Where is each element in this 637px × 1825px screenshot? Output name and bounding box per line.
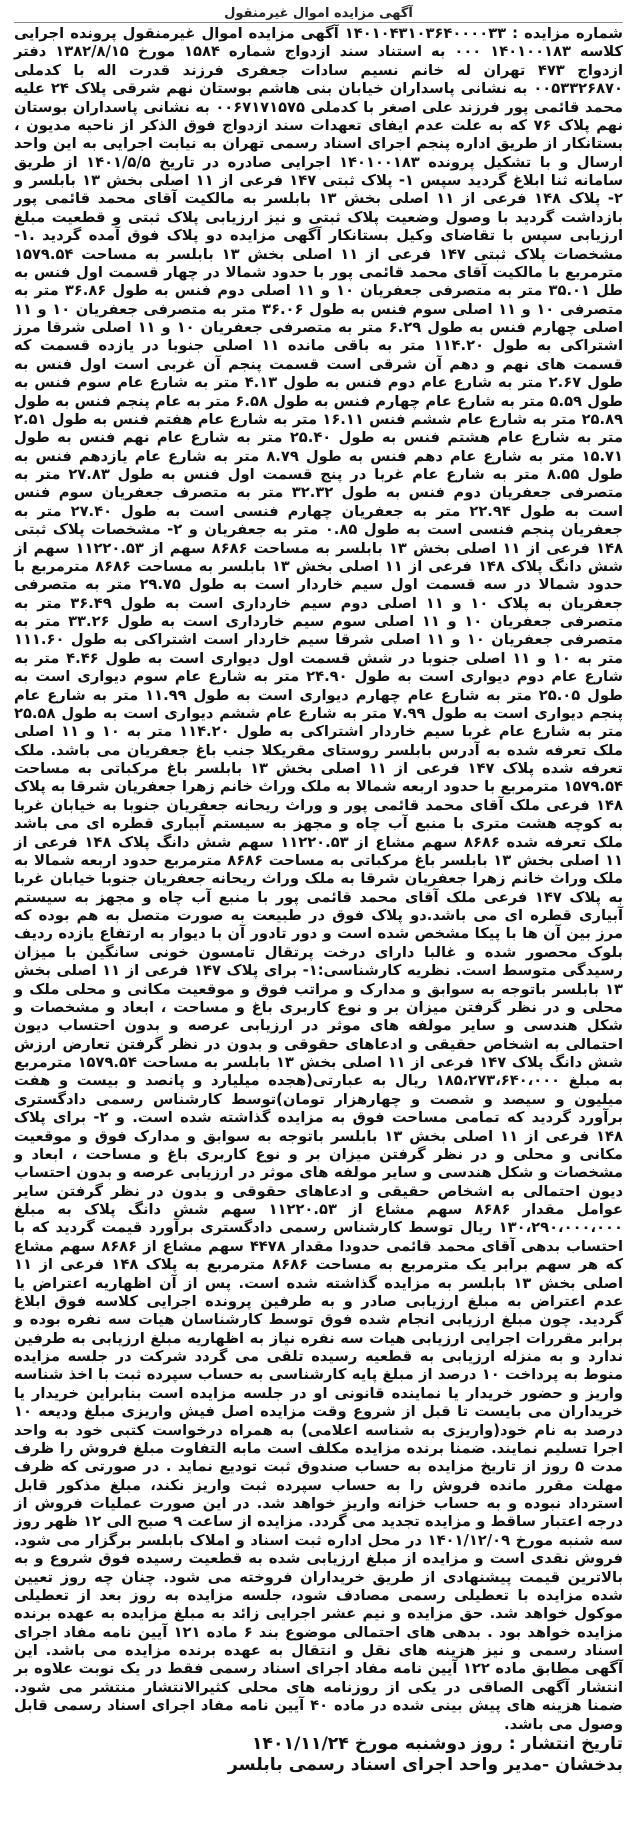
- notice-body: [14, 25, 623, 1777]
- notice-paragraph: شماره مزایده : ۱۴۰۱۰۴۳۱۰۳۶۴۰۰۰۰۳۳ آگهی مزایده اموال غیرمنقول پرونده اجرایی کلاسه ۱۴۰۱۰۰۱۸۳ ۰۰۰ به استناد سند ازدواج شماره ۱۵۸۴ مورخ ۱۳۸۲/۸/۱۵ دفتر ازدواج ۴۷۳ تهران له خانم نسیم سادات جعفری فرزند قدرت اله با کدملی ۰۰۵۳۳۲۶۸۷۰ به نشانی پاسداران خیابان بنی هاشم بوستان نهم شرقی پلاک ۲۴ علیه محمد قائمی پور فرزند علی اصغر با کدملی ۰۰۶۷۱۷۱۵۷۵ به نشانی پاسداران بوستان نهم پلاک ۷۶ که به علت عدم ایفای تعهدات سند ازدواج فوق الذکر از ناحیه مدیون ، بستانکار از طریق اداره پنجم اجرای اسناد رسمی تهران به نیابت اجرایی به این واحد ارسال و با تشکیل پرونده ۱۴۰۱۰۰۱۸۳ اجرایی صادره در تاریخ ۱۴۰۱/۵/۵ از طریق سامانه ثنا ابلاغ گردید سپس ۱- پلاک ثبتی ۱۴۷ فرعی از ۱۱ اصلی بخش ۱۳ بابلسر و ۲- پلاک ۱۴۸ فرعی از ۱۱ اصلی بخش ۱۳ بابلسر به مالکیت آقای محمد قائمی پور بازداشت گردید با وصول وضعیت پلاک ثبتی و نیز ارزیابی پلاک ثبتی و قطعیت مبلغ ارزیابی سپس با تقاضای وکیل بستانکار آگهی مزایده دو پلاک فوق آمده گردید .۱- مشخصات پلاک ثبتی ۱۴۷ فرعی از ۱۱ اصلی بخش ۱۳ بابلسر به مساحت ۱۵۷۹.۵۴ مترمربع با مالکیت آقای محمد قائمی پور با حدود شمالا در چهار قسمت اول فنس به طل ۳۵.۰۱ متر به متصرفی جعفریان ۱۰ و ۱۱ اصلی دوم فنس به طول ۳۶.۸۶ متر به متصرفی ۱۰ و ۱۱ اصلی سوم فنس به طول ۳۶.۰۶ متر به متصرفی جعفریان ۱۰ و ۱۱ اصلی چهارم فنس به طول ۶.۲۹ متر به متصرفی جعفریان ۱۰ و ۱۱ اصلی شرقا مرز اشتراکی به طول ۱۱۴.۲۰ متر به باقی مانده ۱۱ اصلی جنوبا در یازده قسمت که قسمت های نهم و دهم آن شرقی است قسمت پنجم آن غربی است اول فنس به طول ۲.۶۷ متر به شارع عام دوم فنس به طول ۴.۱۳ متر به شارع عام سوم فنس به طول ۵.۵۹ متر به شارع عام چهارم فنس به طول ۶.۵۸ متر به عام پنجم فنس به طول ۲۵.۸۹ متر به شارع عام ششم فنس ۱۶.۱۱ متر به شارع عام هفتم فنس به طول ۲.۵۱ متر به شارع عام هشتم فنس به طول ۲۵.۴۰ متر به شارع عام نهم فنس به طول ۱۵.۷۱ متر به شارع عام دهم فنس به طول ۸.۷۹ متر به شارع عام یازدهم فنس به طول ۸.۵۵ متر به شارع عام غربا در پنج قسمت اول فنس به طول ۲۷.۸۳ متر به متصرفی جعفریان دوم فنس به طول ۳۲.۳۲ متر به متصرف جعفریان سوم فنس است به طول ۲۲.۹۴ متر به جعفریان چهارم فنسی است به طول ۲۷.۴۰ متر به جعفریان پنجم فنسی است به طول ۰.۸۵ متر به جعفریان و ۲- مشخصات پلاک ثبتی ۱۴۸ فرعی از ۱۱ اصلی بخش ۱۳ بابلسر به مساحت ۸۶۸۶ سهم از ۱۱۲۲۰.۵۳ سهم از شش دانگ پلاک ۱۴۸ فرعی از ۱۱ اصلی بخش ۱۳ بابلسر به مساحت ۸۶۸۶ مترمربع با حدود شمالا در سه قسمت اول سیم خاردار است به طول ۲۹.۷۵ متر به متصرفی جعفریان به پلاک ۱۰ و ۱۱ اصلی دوم سیم خارداری است به طول ۳۶.۴۹ متر به متصرفی جعفریان ۱۰ و ۱۱ اصلی سوم سیم خارداری است به طول ۳۳.۲۶ متر به متصرفی جعفریان ۱۰ و ۱۱ اصلی شرقا سیم خاردار است اشتراکی به طول ۱۱۱.۶۰ متر به ۱۰ و ۱۱ اصلی جنوبا در شش قسمت اول دیواری است به طول ۴.۴۶ متر به شارع عام دوم دیواری است به طول ۲۴.۹۰ متر به شارع عام سوم دیواری است به طول ۲۵.۰۵ متر به شارع عام چهارم دیواری است به طول ۱۱.۹۹ متر به شارع عام پنجم دیواری است به طول ۷.۹۹ متر به شارع عام ششم دیواری است به طول ۲۵.۵۸ متر به شارع عام غربا سیم خاردار اشتراکی به طول ۱۱۴.۲۰ متر به ۱۰ و ۱۱ اصلی ملک تعرفه شده به آدرس بابلسر روستای مقریکلا جنب باغ جعفریان می باشد. ملک تعرفه شده پلاک ۱۴۷ فرعی از ۱۱ اصلی بخش ۱۳ بابلسر باغ مرکباتی به مساحت ۱۵۷۹.۵۴ مترمربع با حدود اربعه شمالا به ملک وراث خانم زهرا جعفریان شرقا به پلاک ۱۴۸ فرعی ملک آقای محمد قائمی پور و وراث ریحانه جعفریان جنوبا به خیابان غربا به کوچه هشت متری با منبع آب چاه و مجهز به سیستم آبیاری قطره ای می باشد ملک تعرفه شده ۸۶۸۶ سهم مشاع از ۱۱۲۲۰.۵۳ سهم شش دانگ پلاک ۱۴۸ فرعی از ۱۱ اصلی بخش ۱۳ بابلسر باغ مرکباتی به مساحت ۸۶۸۶ مترمربع حدود اربعه شمالا به ملک وراث خانم زهرا جعفریان شرقا به ملک وراث ریحانه جعفریان جنوبا خیابان غربا به پلاک ۱۴۷ فرعی ملک آقای محمد قائمی پور با منبع آب چاه و مجهز به سیستم آبیاری قطره ای می باشد.دو پلاک فوق در طبیعت به صورت متصل به هم بوده که مرز بین آن ها با پیکا مشخص شده است و دور تادور آن با دیوار به ارتفاع یازده ردیف بلوک محصور شده و غالبا دارای درخت پرتقال تامسون خونی سانگین با میزان رسیدگی متوسط است. نظریه کارشناسی:۱- برای پلاک ۱۴۷ فرعی از ۱۱ اصلی بخش ۱۳ بابلسر باتوجه به سوابق و مدارک و مراتب فوق و موقعیت مکانی و محلی ملک و محلی و در نظر گرفتن میزان بر و نوع کاربری باغ و مساحت ، ابعاد و مشخصات و شکل هندسی و سایر مولفه های موثر در ارزیابی عرصه و بدون احتساب دیون احتمالی به اشخاص حقیقی و ادعاهای حقوقی و بدون در نظر گرفتن تعارض ارزش شش دانگ پلاک ۱۴۷ فرعی از ۱۱ اصلی بخش ۱۳ بابلسر به مساحت ۱۵۷۹.۵۴ مترمربع به مبلغ ۱۸۵،۲۷۳،۶۴۰،۰۰۰ ریال به عبارتی(هجده میلیارد و پانصد و بیست و هفت میلیون و سیصد و شصت و چهارهزار تومان)توسط کارشناس رسمی دادگستری برآورد گردید که تمامی مساحت فوق به مزایده گذاشته شده است. و ۲- برای پلاک ۱۴۸ فرعی از ۱۱ اصلی بخش ۱۳ بابلسر باتوجه به سوابق و مدارک فوق و موقعیت مکانی و محلی و در نظر گرفتن میزان بر و نوع کاربری باغ و مساحت ، ابعاد و مشخصات و شکل هندسی و سایر مولفه های موثر در ارزیابی عرصه و بدون احتساب دیون احتمالی به اشخاص حقیقی و ادعاهای حقوقی و بدون در نظر گرفتن سایر عوامل مقدار ۸۶۸۶ سهم مشاع از ۱۱۲۲۰.۵۳ سهم شش دانگ پلاک به مبلغ ۱۳۰،۲۹۰،۰۰۰،۰۰۰ ریال توسط کارشناس رسمی دادگستری برآورد قیمت گردید که با احتساب بدهی آقای محمد قائمی حدودا مقدار ۴۴۷۸ سهم مشاع از ۸۶۸۶ سهم مشاع که هر سهم برابر یک مترمربع به مساحت ۸۶۸۶ مترمربع به پلاک ۱۴۸ فرعی از ۱۱ اصلی بخش ۱۳ بابلسر به مزایده گذاشته شده است. پس از آن اظهاریه اعتراض یا عدم اعتراض به مبلغ ارزیابی صادر و به طرفین پرونده اجرایی کلاسه فوق ابلاغ گردید. چون مبلغ ارزیابی انجام شده فوق توسط کارشناسان هیات سه نفره بوده و برابر مقررات اجرایی ارزیابی هیات سه نفره نیاز به اظهاریه مبلغ ارزیابی به طرفین ندارد و به منزله ارزیابی به قطعیه رسیده تلقی می گردد شرکت در جلسه مزایده منوط به پرداخت ۱۰ درصد از مبلغ پایه کارشناسی به حساب سپرده ثبت با اخذ شناسه واریز و حضور خریدار یا نماینده قانونی او در جلسه مزایده است بنابراین خریدار یا خریداران می بایست تا قبل از شروع وقت مزایده اصل فیش واریزی مبلغ ودیعه ۱۰ درصد به نام خود(واریزی به شناسه اعلامی) به همراه درخواست کتبی خود به واحد اجرا تسلیم نمایند. ضمنا برنده مزایده مکلف است مابه التفاوت مبلغ فروش را ظرف مدت ۵ روز از تاریخ مزایده به حساب صندوق ثبت تودیع نماید . در صورتی که ظرف مهلت مقرر مانده فروش را به حساب سپرده ثبت واریز نکند، مبلغ مذکور قابل استرداد نبوده و به حساب خزانه واریز خواهد شد. در این صورت عملیات فروش از درجه اعتبار ساقط و مزایده تجدید می گردد. مزایده از ساعت ۹ صبح الی ۱۲ ظهر روز سه شنبه مورخ ۱۴۰۱/۱۲/۰۹ در محل اداره ثبت اسناد و املاک بابلسر برگزار می شود. فروش نقدی است و مزایده از مبلغ ارزیابی شده به قطعیت رسیده فوق شروع و به بالاترین قیمت پیشنهادی از طریق خریداران فروخته می شود. چنان چه روز تعیین شده مزایده با تعطیلی رسمی مصادف شود، جلسه مزایده به روز بعد از تعطیلی موکول خواهد شد. حق مزایده و نیم عشر اجرایی زائد به مبلغ مزایده به عهده برنده مزایده خواهد بود . بدهی های احتمالی موضوع بند ۶ ماده ۱۲۱ آیین نامه مفاد اجرای اسناد رسمی و نیز هزینه های نقل و انتقال به عهده برنده مزایده می باشد. این آگهی مطابق ماده ۱۲۲ آیین نامه مفاد اجرای اسناد رسمی فقط در یک نوبت علاوه بر انتشار آگهی الصاقی در یکی از روزنامه های محلی کثیرالانتشار منتشر می شود. ضمنا هزینه های پیش بینی شده در ماده ۴۰ آیین نامه مفاد اجرای اسناد رسمی قابل وصول می باشد.: [14, 25, 624, 1733]
- publish-date: تاریخ انتشار : روز دوشنبه مورخ ۱۴۰۱/۱۱/۲۴: [251, 1733, 623, 1754]
- signature: بدخشان -مدیر واحد اجرای اسناد رسمی بابلسر: [227, 1755, 623, 1776]
- auction-notice: [14, 6, 623, 1818]
- notice-header: آگهی مزایده اموال غیرمنقول: [14, 6, 623, 23]
